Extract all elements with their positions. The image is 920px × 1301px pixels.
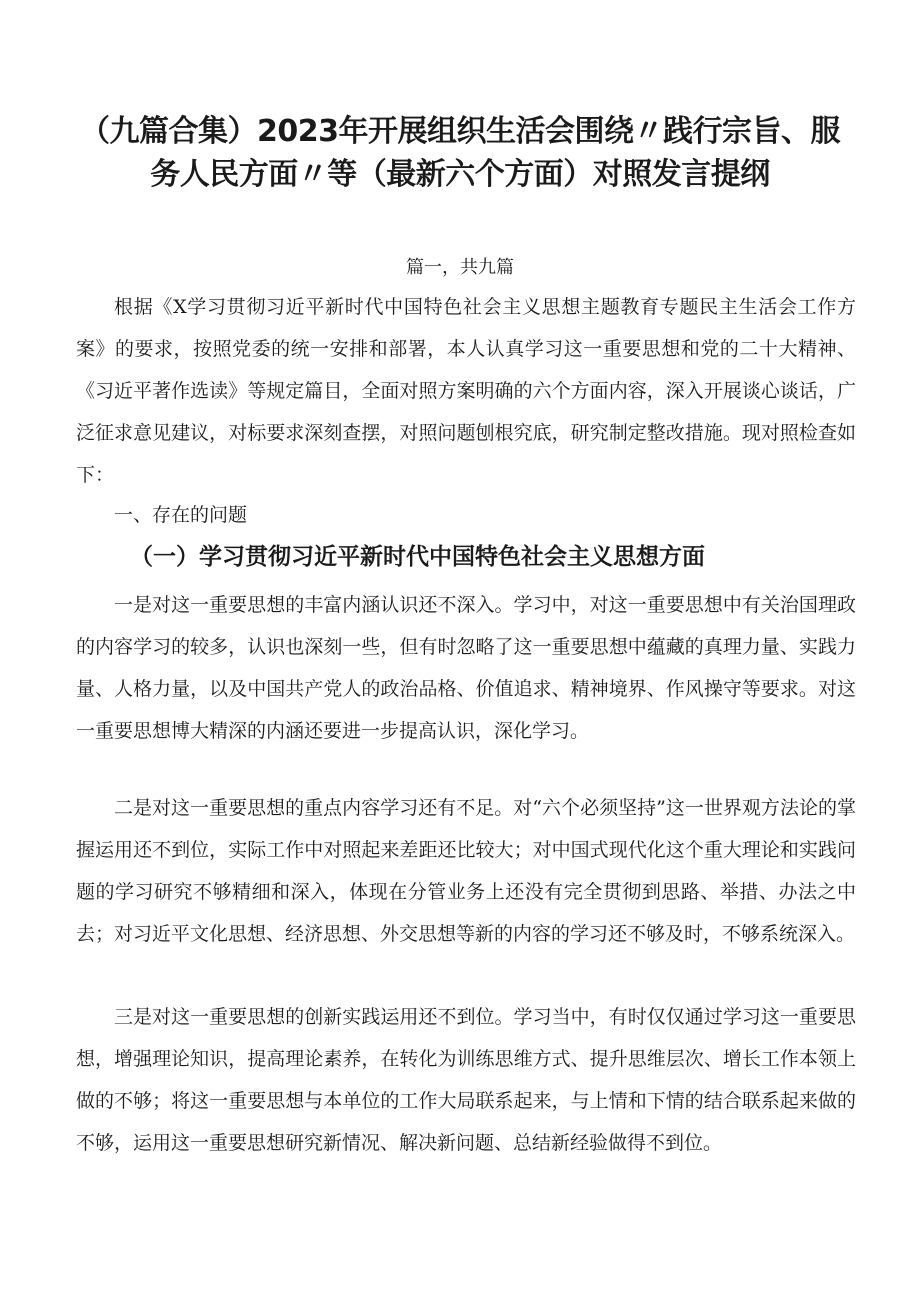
problem-item-2: 二是对这一重要思想的重点内容学习还有不足。对“六个必须坚持”这一世界观方法论的掌握运用还不到位，实际工作中对照起来差距还比较大；对中国式现代化这个重大理论和实践问题的学习研究不够精细和深入，体现在分管业务上还没有完全贯彻到思路、举措、办法之中去；对习近平文化思想、经济思想、外交思想等新的内容的学习还不够及时，不够系统深入。 <box>76 797 856 945</box>
subsection-heading-1: （一）学习贯彻习近平新时代中国特色社会主义思想方面 <box>130 544 705 570</box>
problem-item-1: 一是对这一重要思想的丰富内涵认识还不深入。学习中，对这一重要思想中有关治国理政的内容学习的较多，认识也深刻一些，但有时忽略了这一重要思想中蕴藏的真理力量、实践力量、人格力量，以及中国共产党人的政治品格、价值追求、精神境界、作风操守等要求。对这一重要思想博大精深的内涵还要进一步提高认识，深化学习。 <box>76 594 856 742</box>
document-title-line-1: （九篇合集）2023年开展组织生活会围绕〃践行宗旨、服 <box>80 114 840 149</box>
problem-item-3: 三是对这一重要思想的创新实践运用还不到位。学习当中，有时仅仅通过学习这一重要思想，增强理论知识，提高理论素养，在转化为训练思维方式、提升思维层次、增长工作本领上做的不够；将这一重要思想与本单位的工作大局联系起来，与上情和下情的结合联系起来做的不够，运用这一重要思想研究新情况、解决新问题、总结新经验做得不到位。 <box>76 1006 856 1154</box>
section-heading-problems: 一、存在的问题 <box>114 504 248 526</box>
intro-paragraph: 根据《X学习贯彻习近平新时代中国特色社会主义思想主题教育专题民主生活会工作方案》的要求，按照党委的统一安排和部署，本人认真学习这一重要思想和党的二十大精神、《习近平著作选读》等规定篇目，全面对照方案明确的六个方面内容，深入开展谈心谈话，广泛征求意见建议，对标要求深刻查摆，对照问题刨根究底，研究制定整改措施。现对照检查如下： <box>76 296 856 486</box>
document-subtitle: 篇一，共九篇 <box>406 257 514 278</box>
document-title-line-2: 务人民方面〃等（最新六个方面）对照发言提纲 <box>150 157 770 192</box>
